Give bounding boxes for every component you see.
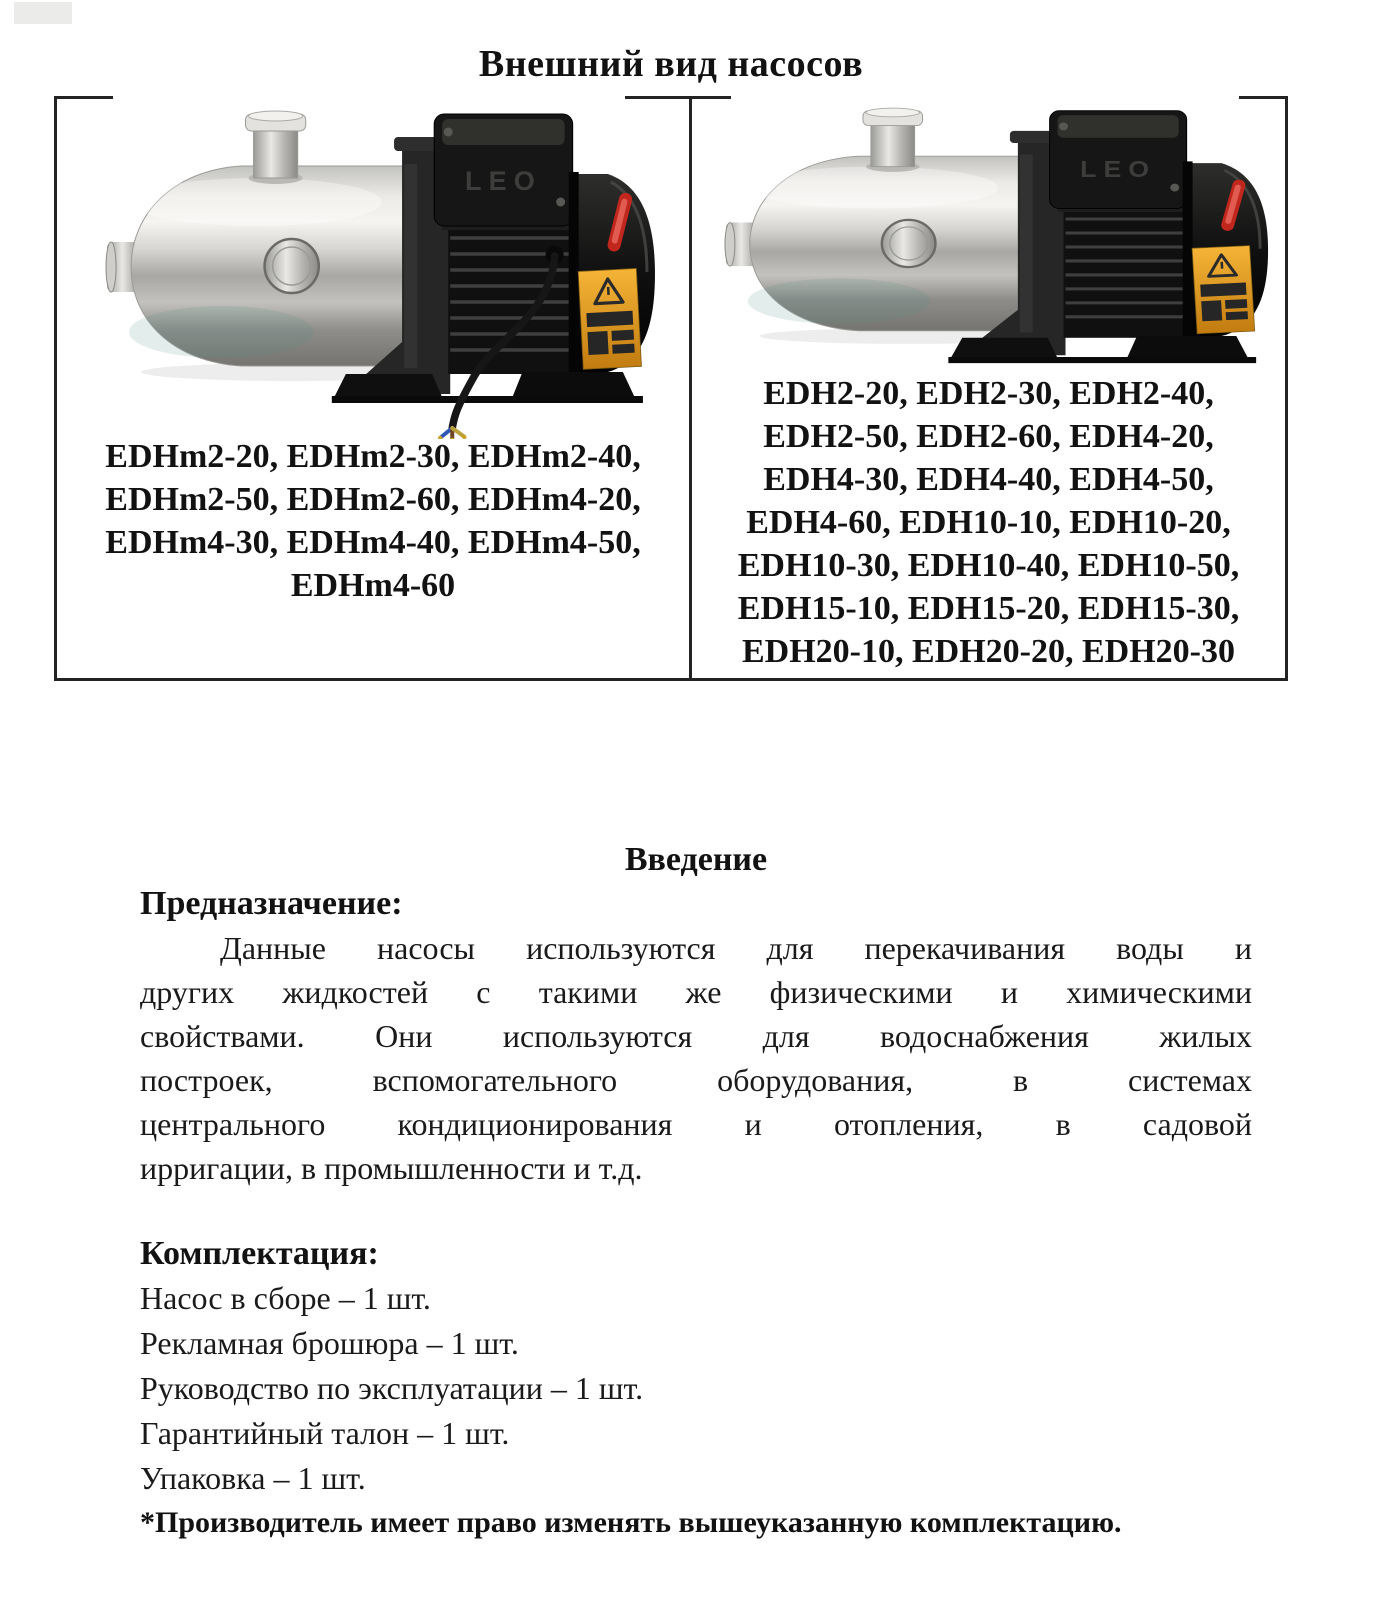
paragraph-line: ирригации, в промышленности и т.д. <box>140 1150 643 1186</box>
svg-text:LEO: LEO <box>1080 156 1157 183</box>
paragraph-line: свойствами. Они используются для водоснабжения жилых <box>140 1018 1252 1054</box>
model-line: EDHm4-30, EDHm4-40, EDHm4-50, <box>105 524 641 561</box>
scan-smudge <box>14 2 72 24</box>
table-cell-three-phase-pumps <box>692 96 1285 678</box>
package-item: Гарантийный талон – 1 шт. <box>140 1415 510 1451</box>
model-line: EDHm2-20, EDHm2-30, EDHm2-40, <box>105 438 641 475</box>
pump-photo <box>720 102 1276 364</box>
purpose-paragraph <box>140 926 1252 1190</box>
model-line: EDH4-30, EDH4-40, EDH4-50, <box>763 461 1214 498</box>
table-cell-single-phase-pumps <box>57 96 689 678</box>
purpose-heading: Предназначение: <box>140 885 403 922</box>
model-line: EDH2-20, EDH2-30, EDH2-40, <box>763 375 1214 412</box>
model-line: EDHm4-60 <box>290 567 456 604</box>
svg-text:LEO: LEO <box>465 166 542 196</box>
paragraph-line: других жидкостей с такими же физическими и химическими <box>140 974 1252 1010</box>
model-line: EDH4-60, EDH10-10, EDH10-20, <box>746 504 1231 541</box>
package-item: Упаковка – 1 шт. <box>140 1460 366 1496</box>
package-heading: Комплектация: <box>140 1235 379 1272</box>
model-line: EDHm2-50, EDHm2-60, EDHm4-20, <box>105 481 641 518</box>
pump-photo-with-cable <box>101 104 663 439</box>
model-list-edhm <box>57 435 689 607</box>
pumps-table <box>54 96 1288 681</box>
paragraph-line: Данные насосы используются для перекачивания воды и <box>220 930 1252 966</box>
model-line: EDH10-30, EDH10-40, EDH10-50, <box>737 547 1240 584</box>
model-list-edh <box>692 372 1285 673</box>
introduction-title: Введение <box>624 841 768 878</box>
paragraph-line: построек, вспомогательного оборудования, в системах <box>140 1062 1252 1098</box>
model-line: EDH20-10, EDH20-20, EDH20-30 <box>742 633 1235 670</box>
paragraph-line: центрального кондиционирования и отопления, в садовой <box>140 1106 1252 1142</box>
package-item: Руководство по эксплуатации – 1 шт. <box>140 1370 644 1406</box>
manufacturer-footnote: *Производитель имеет право изменять вышеуказанную комплектацию. <box>140 1506 1122 1539</box>
page-title: Внешний вид насосов <box>478 43 864 85</box>
model-line: EDH2-50, EDH2-60, EDH4-20, <box>763 418 1214 455</box>
package-item: Насос в сборе – 1 шт. <box>140 1280 431 1316</box>
spacer <box>140 1190 1252 1232</box>
package-list <box>140 1276 1252 1501</box>
model-line: EDH15-10, EDH15-20, EDH15-30, <box>737 590 1240 627</box>
package-item: Рекламная брошюра – 1 шт. <box>140 1325 519 1361</box>
introduction-section <box>140 838 1252 1545</box>
